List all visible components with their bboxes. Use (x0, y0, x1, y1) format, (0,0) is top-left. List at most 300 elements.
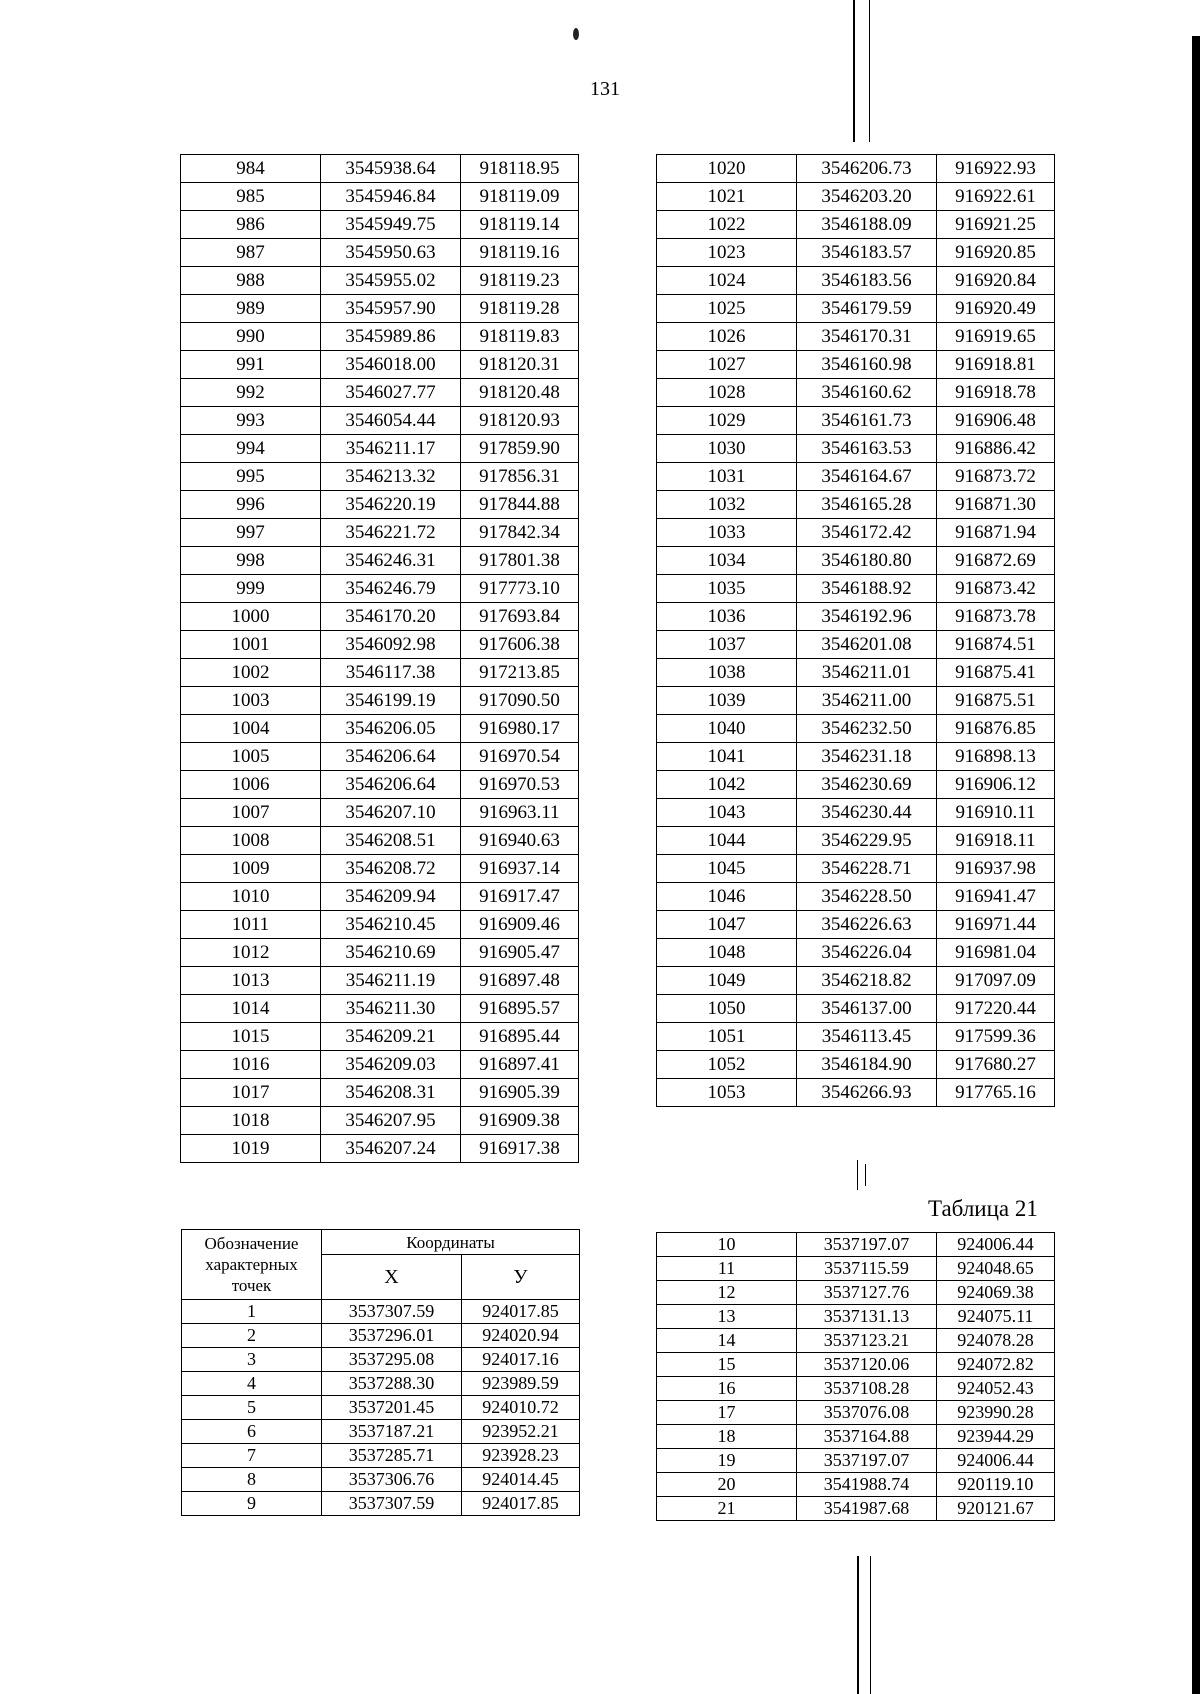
x-coordinate-cell: 3537201.45 (322, 1396, 462, 1420)
y-coordinate-cell: 917220.44 (937, 995, 1055, 1023)
y-coordinate-cell: 917606.38 (461, 631, 579, 659)
y-coordinate-cell: 916937.14 (461, 855, 579, 883)
y-coordinate-cell: 916937.98 (937, 855, 1055, 883)
x-coordinate-cell: 3546209.94 (321, 883, 461, 911)
x-coordinate-cell: 3545989.86 (321, 323, 461, 351)
y-coordinate-cell: 916920.49 (937, 295, 1055, 323)
point-number-cell: 1018 (181, 1107, 321, 1135)
y-coordinate-cell: 924069.38 (937, 1281, 1055, 1305)
y-coordinate-cell: 916905.47 (461, 939, 579, 967)
x-coordinate-cell: 3546232.50 (797, 715, 937, 743)
y-coordinate-cell: 916909.38 (461, 1107, 579, 1135)
table-row (181, 267, 579, 295)
table-row (181, 323, 579, 351)
point-number-cell: 7 (182, 1444, 322, 1468)
x-coordinate-cell: 3546210.45 (321, 911, 461, 939)
point-number-cell: 1010 (181, 883, 321, 911)
point-number-cell: 2 (182, 1324, 322, 1348)
y-coordinate-cell: 917693.84 (461, 603, 579, 631)
x-coordinate-cell: 3537108.28 (797, 1377, 937, 1401)
table-row (182, 1348, 580, 1372)
table-row (181, 687, 579, 715)
table-row (181, 715, 579, 743)
y-coordinate-cell: 916898.13 (937, 743, 1055, 771)
y-coordinate-cell: 924075.11 (937, 1305, 1055, 1329)
y-coordinate-cell: 916910.11 (937, 799, 1055, 827)
table-row (181, 883, 579, 911)
scan-edge-line (1192, 36, 1200, 1694)
table-row (181, 967, 579, 995)
point-number-cell: 1014 (181, 995, 321, 1023)
y-coordinate-cell: 924020.94 (462, 1324, 580, 1348)
y-coordinate-cell: 918119.28 (461, 295, 579, 323)
y-coordinate-cell: 916875.41 (937, 659, 1055, 687)
x-coordinate-cell: 3546228.71 (797, 855, 937, 883)
x-coordinate-cell: 3546207.95 (321, 1107, 461, 1135)
y-coordinate-cell: 917213.85 (461, 659, 579, 687)
point-number-cell: 20 (657, 1473, 797, 1497)
y-coordinate-cell: 916905.39 (461, 1079, 579, 1107)
table-row (181, 239, 579, 267)
table-row (181, 519, 579, 547)
x-coordinate-cell: 3546113.45 (797, 1023, 937, 1051)
point-number-cell: 1001 (181, 631, 321, 659)
x-coordinate-cell: 3546210.69 (321, 939, 461, 967)
coordinates-table-continued-right (656, 154, 1055, 1107)
table-row (181, 743, 579, 771)
point-designation-header: Обозначение характерных точек (182, 1230, 322, 1300)
table-row (657, 1401, 1055, 1425)
y-coordinate-cell: 923989.59 (462, 1372, 580, 1396)
y-coordinate-cell: 924072.82 (937, 1353, 1055, 1377)
y-coordinate-cell: 916871.94 (937, 519, 1055, 547)
table-row (182, 1300, 580, 1324)
x-coordinate-cell: 3546207.10 (321, 799, 461, 827)
x-coordinate-cell: 3537076.08 (797, 1401, 937, 1425)
y-coordinate-cell: 916918.78 (937, 379, 1055, 407)
point-number-cell: 1 (182, 1300, 322, 1324)
y-coordinate-cell: 917856.31 (461, 463, 579, 491)
point-number-cell: 1031 (657, 463, 797, 491)
point-number-cell: 1021 (657, 183, 797, 211)
table-row (181, 659, 579, 687)
table-row (181, 351, 579, 379)
table-row (657, 715, 1055, 743)
x-coordinate-cell: 3546211.17 (321, 435, 461, 463)
table-row (657, 1305, 1055, 1329)
point-number-cell: 991 (181, 351, 321, 379)
point-number-cell: 17 (657, 1401, 797, 1425)
y-coordinate-cell: 923928.23 (462, 1444, 580, 1468)
x-coordinate-cell: 3546230.69 (797, 771, 937, 799)
y-coordinate-cell: 923944.29 (937, 1425, 1055, 1449)
table-row (181, 799, 579, 827)
table-row (181, 995, 579, 1023)
point-number-cell: 1038 (657, 659, 797, 687)
y-coordinate-cell: 923952.21 (462, 1420, 580, 1444)
table-row (181, 407, 579, 435)
y-coordinate-cell: 916909.46 (461, 911, 579, 939)
point-number-cell: 985 (181, 183, 321, 211)
table-21-right (656, 1232, 1055, 1521)
coordinates-header: Координаты (322, 1230, 580, 1255)
point-number-cell: 5 (182, 1396, 322, 1420)
x-coordinate-cell: 3546092.98 (321, 631, 461, 659)
point-number-cell: 1008 (181, 827, 321, 855)
table-row (657, 435, 1055, 463)
y-coordinate-cell: 916873.72 (937, 463, 1055, 491)
x-coordinate-cell: 3541987.68 (797, 1497, 937, 1521)
table-row (657, 1023, 1055, 1051)
point-number-cell: 1045 (657, 855, 797, 883)
point-number-cell: 10 (657, 1233, 797, 1257)
table-row (657, 995, 1055, 1023)
x-coordinate-cell: 3546179.59 (797, 295, 937, 323)
y-coordinate-cell: 917680.27 (937, 1051, 1055, 1079)
y-coordinate-cell: 924052.43 (937, 1377, 1055, 1401)
y-coordinate-cell: 917801.38 (461, 547, 579, 575)
table-row (657, 1473, 1055, 1497)
x-coordinate-cell: 3537285.71 (322, 1444, 462, 1468)
x-coordinate-cell: 3537307.59 (322, 1300, 462, 1324)
point-number-cell: 1011 (181, 911, 321, 939)
point-number-cell: 997 (181, 519, 321, 547)
x-coordinate-cell: 3546206.64 (321, 743, 461, 771)
table-row (657, 379, 1055, 407)
table-row (181, 1107, 579, 1135)
x-coordinate-cell: 3546206.05 (321, 715, 461, 743)
x-coordinate-cell: 3546183.57 (797, 239, 937, 267)
x-coordinate-cell: 3546246.79 (321, 575, 461, 603)
point-number-cell: 1002 (181, 659, 321, 687)
x-coordinate-cell: 3546203.20 (797, 183, 937, 211)
point-number-cell: 1020 (657, 155, 797, 183)
x-coordinate-cell: 3546231.18 (797, 743, 937, 771)
point-number-cell: 1050 (657, 995, 797, 1023)
point-number-cell: 1022 (657, 211, 797, 239)
scan-edge-line (857, 1556, 859, 1694)
point-number-cell: 14 (657, 1329, 797, 1353)
y-coordinate-cell: 916895.57 (461, 995, 579, 1023)
x-coordinate-cell: 3537197.07 (797, 1449, 937, 1473)
point-number-cell: 3 (182, 1348, 322, 1372)
point-number-cell: 1035 (657, 575, 797, 603)
table-row (182, 1444, 580, 1468)
table-row (657, 183, 1055, 211)
point-number-cell: 984 (181, 155, 321, 183)
table-row (182, 1396, 580, 1420)
point-number-cell: 993 (181, 407, 321, 435)
x-coordinate-cell: 3546211.00 (797, 687, 937, 715)
table-row (657, 939, 1055, 967)
x-coordinate-cell: 3537295.08 (322, 1348, 462, 1372)
y-coordinate-cell: 916981.04 (937, 939, 1055, 967)
y-coordinate-cell: 916874.51 (937, 631, 1055, 659)
point-number-cell: 1053 (657, 1079, 797, 1107)
y-coordinate-cell: 924010.72 (462, 1396, 580, 1420)
point-number-cell: 994 (181, 435, 321, 463)
table-row (182, 1468, 580, 1492)
y-header: У (462, 1255, 580, 1300)
point-number-cell: 1040 (657, 715, 797, 743)
table-row (657, 547, 1055, 575)
point-number-cell: 1016 (181, 1051, 321, 1079)
table-row (181, 435, 579, 463)
point-number-cell: 19 (657, 1449, 797, 1473)
point-number-cell: 1000 (181, 603, 321, 631)
x-coordinate-cell: 3546218.82 (797, 967, 937, 995)
x-coordinate-cell: 3546230.44 (797, 799, 937, 827)
table-row (657, 827, 1055, 855)
x-coordinate-cell: 3546226.63 (797, 911, 937, 939)
y-coordinate-cell: 916875.51 (937, 687, 1055, 715)
x-coordinate-cell: 3537296.01 (322, 1324, 462, 1348)
point-number-cell: 986 (181, 211, 321, 239)
table-row (657, 351, 1055, 379)
y-coordinate-cell: 916922.61 (937, 183, 1055, 211)
coordinates-table-continued-left (180, 154, 579, 1163)
table-row (657, 1051, 1055, 1079)
x-coordinate-cell: 3546229.95 (797, 827, 937, 855)
table-row (181, 491, 579, 519)
scan-edge-line (865, 1164, 866, 1186)
point-number-cell: 1051 (657, 1023, 797, 1051)
y-coordinate-cell: 917842.34 (461, 519, 579, 547)
x-coordinate-cell: 3546226.04 (797, 939, 937, 967)
table-row (657, 155, 1055, 183)
y-coordinate-cell: 917844.88 (461, 491, 579, 519)
point-number-cell: 1017 (181, 1079, 321, 1107)
y-coordinate-cell: 916897.48 (461, 967, 579, 995)
table-row (181, 211, 579, 239)
y-coordinate-cell: 918119.83 (461, 323, 579, 351)
y-coordinate-cell: 918119.23 (461, 267, 579, 295)
x-coordinate-cell: 3546054.44 (321, 407, 461, 435)
table-row (657, 603, 1055, 631)
x-coordinate-cell: 3546213.32 (321, 463, 461, 491)
x-coordinate-cell: 3537288.30 (322, 1372, 462, 1396)
table-row (657, 267, 1055, 295)
point-number-cell: 1037 (657, 631, 797, 659)
y-coordinate-cell: 916922.93 (937, 155, 1055, 183)
scan-edge-line (870, 1556, 871, 1694)
y-coordinate-cell: 918118.95 (461, 155, 579, 183)
point-number-cell: 1009 (181, 855, 321, 883)
table-row (657, 1257, 1055, 1281)
y-coordinate-cell: 917765.16 (937, 1079, 1055, 1107)
y-coordinate-cell: 916919.65 (937, 323, 1055, 351)
x-coordinate-cell: 3545938.64 (321, 155, 461, 183)
table-row (181, 603, 579, 631)
table-row (181, 827, 579, 855)
y-coordinate-cell: 916871.30 (937, 491, 1055, 519)
table-row (657, 211, 1055, 239)
x-coordinate-cell: 3546209.21 (321, 1023, 461, 1051)
point-number-cell: 988 (181, 267, 321, 295)
table-row (657, 631, 1055, 659)
point-number-cell: 1027 (657, 351, 797, 379)
point-number-cell: 1029 (657, 407, 797, 435)
x-coordinate-cell: 3546160.62 (797, 379, 937, 407)
y-coordinate-cell: 916873.42 (937, 575, 1055, 603)
page-number: 131 (590, 78, 620, 100)
y-coordinate-cell: 916918.11 (937, 827, 1055, 855)
point-number-cell: 999 (181, 575, 321, 603)
y-coordinate-cell: 924048.65 (937, 1257, 1055, 1281)
scan-edge-line (869, 0, 870, 142)
scan-edge-line (857, 1160, 858, 1190)
point-number-cell: 989 (181, 295, 321, 323)
point-number-cell: 1048 (657, 939, 797, 967)
table-row (181, 631, 579, 659)
table-row (657, 1329, 1055, 1353)
table-row (657, 519, 1055, 547)
table-row (181, 463, 579, 491)
point-number-cell: 987 (181, 239, 321, 267)
x-coordinate-cell: 3537115.59 (797, 1257, 937, 1281)
y-coordinate-cell: 916886.42 (937, 435, 1055, 463)
y-coordinate-cell: 916920.85 (937, 239, 1055, 267)
y-coordinate-cell: 916918.81 (937, 351, 1055, 379)
y-coordinate-cell: 916940.63 (461, 827, 579, 855)
table-row (657, 323, 1055, 351)
table-row (657, 1353, 1055, 1377)
x-coordinate-cell: 3537306.76 (322, 1468, 462, 1492)
point-number-cell: 16 (657, 1377, 797, 1401)
point-number-cell: 1026 (657, 323, 797, 351)
y-coordinate-cell: 917773.10 (461, 575, 579, 603)
y-coordinate-cell: 916970.53 (461, 771, 579, 799)
x-coordinate-cell: 3545946.84 (321, 183, 461, 211)
table-row (181, 295, 579, 323)
y-coordinate-cell: 918120.48 (461, 379, 579, 407)
point-number-cell: 13 (657, 1305, 797, 1329)
point-number-cell: 1004 (181, 715, 321, 743)
y-coordinate-cell: 916872.69 (937, 547, 1055, 575)
point-number-cell: 1005 (181, 743, 321, 771)
y-coordinate-cell: 924017.16 (462, 1348, 580, 1372)
table-row (181, 771, 579, 799)
y-coordinate-cell: 924078.28 (937, 1329, 1055, 1353)
x-coordinate-cell: 3546208.72 (321, 855, 461, 883)
y-coordinate-cell: 916917.38 (461, 1135, 579, 1163)
y-coordinate-cell: 918120.93 (461, 407, 579, 435)
point-number-cell: 1043 (657, 799, 797, 827)
x-coordinate-cell: 3546165.28 (797, 491, 937, 519)
point-number-cell: 995 (181, 463, 321, 491)
y-coordinate-cell: 924006.44 (937, 1449, 1055, 1473)
table-row (181, 575, 579, 603)
point-number-cell: 11 (657, 1257, 797, 1281)
x-coordinate-cell: 3546206.73 (797, 155, 937, 183)
point-number-cell: 4 (182, 1372, 322, 1396)
x-coordinate-cell: 3546246.31 (321, 547, 461, 575)
table-row (657, 687, 1055, 715)
x-coordinate-cell: 3545955.02 (321, 267, 461, 295)
table-row (657, 771, 1055, 799)
y-coordinate-cell: 916921.25 (937, 211, 1055, 239)
x-coordinate-cell: 3546117.38 (321, 659, 461, 687)
table-row (181, 1023, 579, 1051)
y-coordinate-cell: 918119.14 (461, 211, 579, 239)
y-coordinate-cell: 924017.85 (462, 1300, 580, 1324)
y-coordinate-cell: 917859.90 (461, 435, 579, 463)
x-coordinate-cell: 3537197.07 (797, 1233, 937, 1257)
y-coordinate-cell: 917599.36 (937, 1023, 1055, 1051)
point-number-cell: 6 (182, 1420, 322, 1444)
table-row (657, 855, 1055, 883)
table-row (181, 911, 579, 939)
x-coordinate-cell: 3537127.76 (797, 1281, 937, 1305)
table-row (182, 1372, 580, 1396)
table-21-left (181, 1229, 580, 1516)
x-header: X (322, 1255, 462, 1300)
table-row (657, 1233, 1055, 1257)
y-coordinate-cell: 920121.67 (937, 1497, 1055, 1521)
table-row (181, 939, 579, 967)
y-coordinate-cell: 917097.09 (937, 967, 1055, 995)
table-row (182, 1492, 580, 1516)
point-number-cell: 990 (181, 323, 321, 351)
point-number-cell: 1042 (657, 771, 797, 799)
point-number-cell: 1047 (657, 911, 797, 939)
x-coordinate-cell: 3545949.75 (321, 211, 461, 239)
y-coordinate-cell: 916897.41 (461, 1051, 579, 1079)
x-coordinate-cell: 3546172.42 (797, 519, 937, 547)
table-row (181, 183, 579, 211)
y-coordinate-cell: 916971.44 (937, 911, 1055, 939)
table-row (181, 379, 579, 407)
point-number-cell: 1044 (657, 827, 797, 855)
point-number-cell: 1019 (181, 1135, 321, 1163)
table-row (657, 659, 1055, 687)
x-coordinate-cell: 3546207.24 (321, 1135, 461, 1163)
x-coordinate-cell: 3541988.74 (797, 1473, 937, 1497)
y-coordinate-cell: 916963.11 (461, 799, 579, 827)
y-coordinate-cell: 918120.31 (461, 351, 579, 379)
x-coordinate-cell: 3537120.06 (797, 1353, 937, 1377)
y-coordinate-cell: 916906.48 (937, 407, 1055, 435)
table-row (181, 547, 579, 575)
x-coordinate-cell: 3546208.31 (321, 1079, 461, 1107)
x-coordinate-cell: 3546199.19 (321, 687, 461, 715)
point-number-cell: 1012 (181, 939, 321, 967)
table-row (657, 911, 1055, 939)
x-coordinate-cell: 3546137.00 (797, 995, 937, 1023)
x-coordinate-cell: 3546018.00 (321, 351, 461, 379)
table-row (181, 155, 579, 183)
point-number-cell: 1003 (181, 687, 321, 715)
x-coordinate-cell: 3546188.09 (797, 211, 937, 239)
x-coordinate-cell: 3546209.03 (321, 1051, 461, 1079)
table-row (657, 295, 1055, 323)
y-coordinate-cell: 918119.16 (461, 239, 579, 267)
point-number-cell: 1034 (657, 547, 797, 575)
point-number-cell: 18 (657, 1425, 797, 1449)
y-coordinate-cell: 923990.28 (937, 1401, 1055, 1425)
table-row (657, 1497, 1055, 1521)
y-coordinate-cell: 917090.50 (461, 687, 579, 715)
point-number-cell: 1046 (657, 883, 797, 911)
y-coordinate-cell: 916906.12 (937, 771, 1055, 799)
point-number-cell: 1007 (181, 799, 321, 827)
x-coordinate-cell: 3546201.08 (797, 631, 937, 659)
point-number-cell: 1039 (657, 687, 797, 715)
y-coordinate-cell: 916917.47 (461, 883, 579, 911)
table-row (181, 1079, 579, 1107)
point-number-cell: 1028 (657, 379, 797, 407)
point-number-cell: 996 (181, 491, 321, 519)
